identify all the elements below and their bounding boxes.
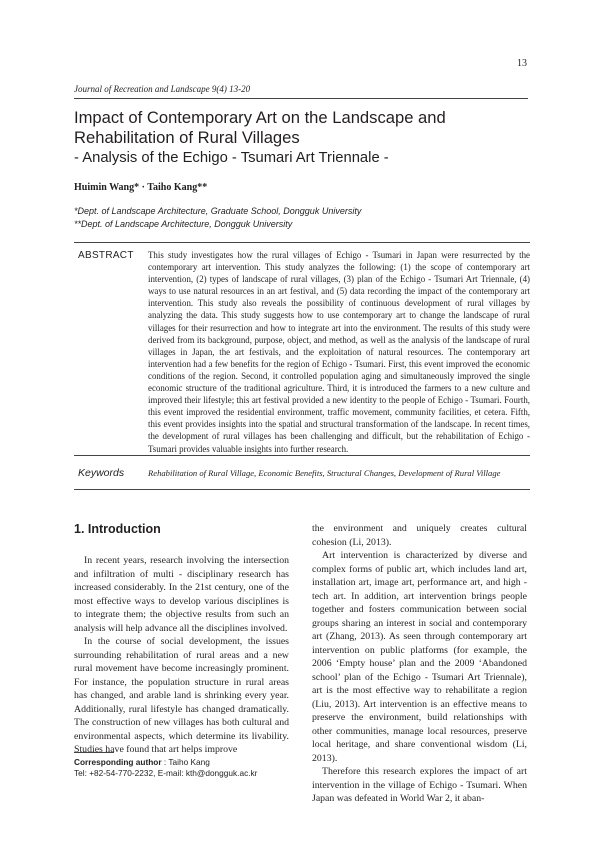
abstract-text: This study investigates how the rural villages of Echigo - Tsumari in Japan were resurrected by the contemporary art intervention. This study analyzes the following: (1) the scope of contemporary art intervention, (2) types of landscape of rural villages, (3) plan of the Echigo - Tsumari Art Triennale, (4) ways to use natural resources in an art festival, and (5) data recording the impact of the contemporary art intervention. This study also reveals the possibility of continuous development of rural villages by analyzing the data. This study suggests how to use contemporary art to change the landscape of rural villages for their resurrection and how to integrate art into the environment. The results of this study were derived from its background, purpose, object, and method, as well as the analysis of the landscape of rural villages in Japan, the art festivals, and the exploitation of natural resources. The contemporary art intervention had a few benefits for the region of Echigo - Tsumari. First, this event improved the economic conditions of the region. Second, it controlled population aging and simultaneously improved the single economic structure of the traditional agriculture. Third, it is introduced the farmers to a new culture and improved their lifestyle; this art festival provided a new identity to the people of Echigo - Tsumari. Fourth, this event improved the residential environment, traffic movement, community facilities, et cetera. Fifth, this event provides insights into the spatial and structural transformation of the landscape. In recent times, the development of rural villages has been challenging and difficult, but the rehabilitation of Echigo - Tsumari provides valuable insights into further research. [148, 250, 530, 454]
paragraph: In the course of social development, the issues surrounding rehabilitation of rural areas and a new rural movement have become increasingly prominent. For instance, the population structure in rural areas has changed, and arable land is shrinking every year. Additionally, rural lifestyle has changed dramatically. The construction of new villages has both cultural and environmental aspects, which determine its livability. Studies have found that art helps improve [74, 636, 289, 755]
keywords-rule [74, 489, 530, 490]
corresponding-author-name: : Taiho Kang [161, 757, 210, 767]
page-number: 13 [517, 58, 527, 69]
paragraph: In recent years, research involving the intersection and infiltration of multi - disciplinary research has increased considerably. In the 21st century, one of the most effective ways to develop various disciplines is to integrate them; the objective results from such an analysis will help advance all the disciplines involved. [74, 555, 289, 634]
author-list: Huimin Wang* · Taiho Kang** [74, 182, 208, 193]
abstract-top-rule [74, 242, 530, 243]
corresponding-author [74, 757, 210, 767]
journal-citation: Journal of Recreation and Landscape 9(4) 13-20 [74, 84, 251, 94]
section-heading: 1. Introduction [74, 522, 161, 536]
paper-title: Impact of Contemporary Art on the Landscape and Rehabilitation of Rural Villages [74, 108, 446, 147]
body-column-left [74, 554, 289, 757]
abstract-label: ABSTRACT [78, 250, 134, 261]
abstract-bottom-rule [74, 455, 530, 456]
corresponding-author-label: Corresponding author [74, 757, 162, 767]
corresponding-author-contact: Tel: +82-54-770-2232, E-mail: kth@dongguk.ac.kr [74, 768, 258, 778]
paragraph: Therefore this research explores the impact of art intervention in the village of Echigo - Tsumari. When Japan was defeated in World War 2, it aban- [312, 766, 527, 804]
paragraph: the environment and uniquely creates cultural cohesion (Li, 2013). [312, 523, 527, 548]
keywords-label: Keywords [78, 467, 125, 479]
keywords-text: Rehabilitation of Rural Village, Economic Benefits, Structural Changes, Development of Rural Village [148, 468, 501, 478]
body-column-right [312, 522, 527, 806]
header-rule [74, 98, 528, 99]
footnote-rule [74, 752, 114, 753]
paper-subtitle: - Analysis of the Echigo - Tsumari Art Triennale - [74, 150, 389, 166]
affiliation-2: **Dept. of Landscape Architecture, Dongguk University [74, 219, 293, 229]
paragraph: Art intervention is characterized by diverse and complex forms of public art, which includes land art, installation art, image art, performance art, and high - tech art. In addition, art intervention brings people together and fosters communication between social groups sharing an interest in social and contemporary art (Zhang, 2013). As seen through contemporary art intervention on public platforms (for example, the 2006 ‘Empty house’ plan and the 2009 ‘Abandoned school’ plan of the Echigo - Tsumari Art Triennale), art is the most effective way to rehabilitate a region (Liu, 2013). Art intervention is an effective means to preserve the environment, build relationships with other communities, manage local resources, preserve local heritage, and share conventional wisdom (Li, 2013). [312, 550, 527, 764]
affiliation-1: *Dept. of Landscape Architecture, Graduate School, Dongguk University [74, 206, 362, 216]
